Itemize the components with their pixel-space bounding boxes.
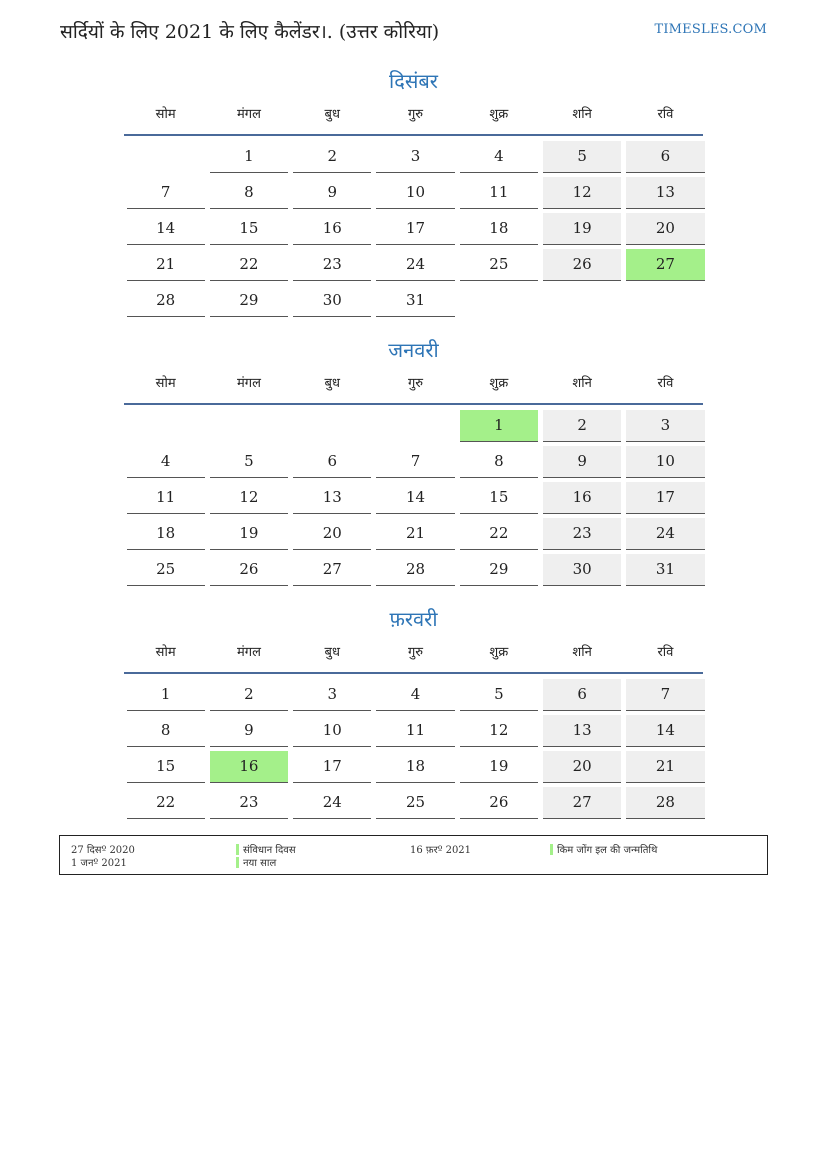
day-cell: 30: [291, 284, 374, 320]
weekend-day-cell: 6: [540, 678, 623, 714]
week-row: [124, 140, 703, 176]
empty-cell: [540, 284, 623, 320]
week-row: [124, 176, 703, 212]
weekend-day-cell: 10: [624, 445, 707, 481]
weekend-day-cell: 23: [540, 517, 623, 553]
empty-cell: [374, 409, 457, 445]
weekday-label: गुरु: [407, 376, 424, 391]
week-row: [124, 750, 703, 786]
legend-name: संविधान दिवस: [236, 842, 296, 856]
empty-cell: [291, 409, 374, 445]
day-cell: 19: [207, 517, 290, 553]
holiday-day-cell: 27: [624, 248, 707, 284]
day-cell: 3: [291, 678, 374, 714]
weekend-day-cell: 2: [540, 409, 623, 445]
day-cell: 25: [124, 553, 207, 589]
week-row: [124, 481, 703, 517]
weekend-day-cell: 13: [624, 176, 707, 212]
weekday-label: मंगल: [236, 376, 261, 391]
weekend-day-cell: 13: [540, 714, 623, 750]
day-cell: 9: [207, 714, 290, 750]
day-cell: 5: [457, 678, 540, 714]
weekday-label: शुक्र: [489, 107, 509, 122]
weekday-label: बुध: [324, 376, 340, 391]
day-cell: 4: [374, 678, 457, 714]
day-cell: 24: [291, 786, 374, 822]
weekend-day-cell: 17: [624, 481, 707, 517]
day-cell: 24: [374, 248, 457, 284]
weekday-label: बुध: [324, 107, 340, 122]
week-row: [124, 517, 703, 553]
weekend-day-cell: 14: [624, 714, 707, 750]
weekday-label: मंगल: [236, 645, 261, 660]
week-row: [124, 248, 703, 284]
day-cell: 17: [374, 212, 457, 248]
holiday-marker: [236, 857, 239, 868]
day-cell: 21: [124, 248, 207, 284]
day-cell: 4: [124, 445, 207, 481]
weekday-label: मंगल: [236, 107, 261, 122]
day-cell: 15: [124, 750, 207, 786]
weekday-label: रवि: [657, 376, 674, 391]
month-grid: [124, 678, 703, 822]
day-cell: 31: [374, 284, 457, 320]
day-cell: 10: [374, 176, 457, 212]
empty-cell: [624, 284, 707, 320]
weekday-label: बुध: [324, 645, 340, 660]
holiday-day-cell: 16: [207, 750, 290, 786]
empty-cell: [207, 409, 290, 445]
weekend-day-cell: 19: [540, 212, 623, 248]
empty-cell: [124, 409, 207, 445]
weekend-day-cell: 3: [624, 409, 707, 445]
day-cell: 3: [374, 140, 457, 176]
empty-cell: [124, 140, 207, 176]
day-cell: 1: [124, 678, 207, 714]
day-cell: 15: [457, 481, 540, 517]
weekday-label: सोम: [155, 645, 176, 660]
day-cell: 21: [374, 517, 457, 553]
weekday-label: शनि: [572, 376, 592, 391]
weekend-day-cell: 6: [624, 140, 707, 176]
day-cell: 29: [207, 284, 290, 320]
day-cell: 14: [374, 481, 457, 517]
page-title: सर्दियों के लिए 2021 के लिए कैलेंडर।. (उत्तर कोरिया): [60, 21, 440, 43]
day-cell: 2: [207, 678, 290, 714]
day-cell: 7: [124, 176, 207, 212]
legend-name: किम जोंग इल की जन्मतिथि: [550, 842, 657, 856]
weekend-day-cell: 26: [540, 248, 623, 284]
day-cell: 27: [291, 553, 374, 589]
day-cell: 22: [124, 786, 207, 822]
week-row: [124, 445, 703, 481]
legend-date: 16 फ़रº 2021: [410, 845, 472, 856]
weekday-label: शुक्र: [489, 645, 509, 660]
weekend-day-cell: 12: [540, 176, 623, 212]
day-cell: 29: [457, 553, 540, 589]
weekend-day-cell: 28: [624, 786, 707, 822]
week-row: [124, 284, 703, 320]
day-cell: 26: [207, 553, 290, 589]
month-title: दिसंबर: [389, 69, 438, 93]
weekday-label: रवि: [657, 645, 674, 660]
weekday-label: रवि: [657, 107, 674, 122]
day-cell: 22: [457, 517, 540, 553]
day-cell: 2: [291, 140, 374, 176]
day-cell: 5: [207, 445, 290, 481]
day-cell: 23: [291, 248, 374, 284]
day-cell: 11: [374, 714, 457, 750]
day-cell: 18: [374, 750, 457, 786]
week-row: [124, 553, 703, 589]
month-title: जनवरी: [388, 338, 439, 362]
weekday-label: सोम: [155, 376, 176, 391]
month-title: फ़रवरी: [389, 607, 438, 631]
site-link[interactable]: TIMESLES.COM: [654, 22, 767, 37]
holiday-legend: [59, 835, 768, 875]
weekend-day-cell: 5: [540, 140, 623, 176]
legend-date: 1 जनº 2021: [71, 858, 127, 869]
legend-name: नया साल: [236, 855, 276, 869]
weekend-day-cell: 24: [624, 517, 707, 553]
week-row: [124, 212, 703, 248]
day-cell: 10: [291, 714, 374, 750]
week-row: [124, 786, 703, 822]
weekend-day-cell: 30: [540, 553, 623, 589]
day-cell: 4: [457, 140, 540, 176]
weekday-header: [124, 373, 703, 405]
day-cell: 19: [457, 750, 540, 786]
day-cell: 17: [291, 750, 374, 786]
weekday-header: [124, 104, 703, 136]
day-cell: 13: [291, 481, 374, 517]
weekend-day-cell: 7: [624, 678, 707, 714]
day-cell: 28: [124, 284, 207, 320]
day-cell: 15: [207, 212, 290, 248]
day-cell: 8: [124, 714, 207, 750]
weekend-day-cell: 27: [540, 786, 623, 822]
day-cell: 8: [457, 445, 540, 481]
day-cell: 20: [291, 517, 374, 553]
month-grid: [124, 409, 703, 589]
weekday-label: शनि: [572, 645, 592, 660]
day-cell: 9: [291, 176, 374, 212]
day-cell: 18: [124, 517, 207, 553]
day-cell: 26: [457, 786, 540, 822]
day-cell: 12: [207, 481, 290, 517]
day-cell: 23: [207, 786, 290, 822]
empty-cell: [457, 284, 540, 320]
month-february: [124, 604, 703, 822]
holiday-day-cell: 1: [457, 409, 540, 445]
weekend-day-cell: 20: [540, 750, 623, 786]
day-cell: 8: [207, 176, 290, 212]
weekday-header: [124, 642, 703, 674]
month-january: [124, 335, 703, 589]
day-cell: 16: [291, 212, 374, 248]
weekday-label: गुरु: [407, 645, 424, 660]
week-row: [124, 409, 703, 445]
weekday-label: शुक्र: [489, 376, 509, 391]
day-cell: 7: [374, 445, 457, 481]
day-cell: 14: [124, 212, 207, 248]
day-cell: 6: [291, 445, 374, 481]
weekend-day-cell: 21: [624, 750, 707, 786]
day-cell: 25: [457, 248, 540, 284]
day-cell: 18: [457, 212, 540, 248]
weekend-day-cell: 20: [624, 212, 707, 248]
holiday-marker: [236, 844, 239, 855]
legend-date: 27 दिसº 2020: [71, 845, 135, 856]
day-cell: 22: [207, 248, 290, 284]
weekday-label: शनि: [572, 107, 592, 122]
week-row: [124, 678, 703, 714]
day-cell: 11: [124, 481, 207, 517]
month-december: [124, 66, 703, 320]
day-cell: 11: [457, 176, 540, 212]
day-cell: 25: [374, 786, 457, 822]
day-cell: 28: [374, 553, 457, 589]
holiday-marker: [550, 844, 553, 855]
weekday-label: सोम: [155, 107, 176, 122]
weekend-day-cell: 31: [624, 553, 707, 589]
weekend-day-cell: 16: [540, 481, 623, 517]
week-row: [124, 714, 703, 750]
weekend-day-cell: 9: [540, 445, 623, 481]
day-cell: 1: [207, 140, 290, 176]
day-cell: 12: [457, 714, 540, 750]
weekday-label: गुरु: [407, 107, 424, 122]
month-grid: [124, 140, 703, 320]
